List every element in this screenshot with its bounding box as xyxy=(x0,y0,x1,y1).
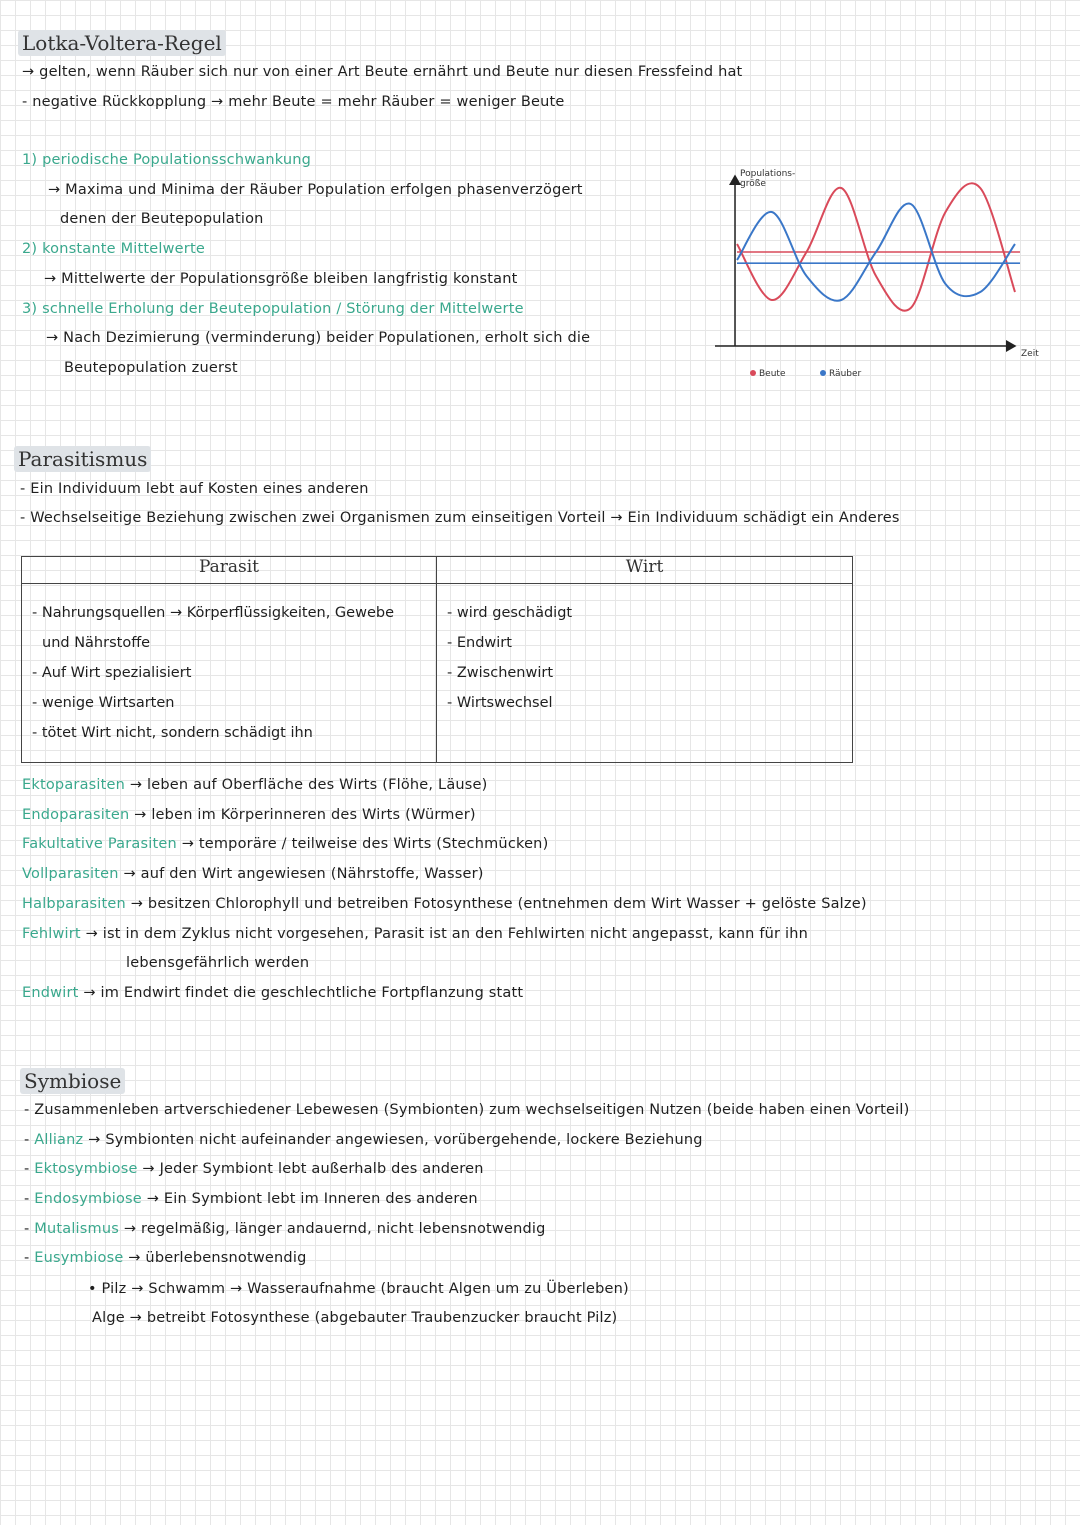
rule-2-title: 2) konstante Mittelwerte xyxy=(22,241,205,257)
symbiose-item: - Mutalismus → regelmäßig, länger andauernd, nicht lebensnotwendig xyxy=(24,1221,546,1237)
parasitismus-heading: Parasitismus xyxy=(14,446,151,472)
legend-beute-dot xyxy=(750,370,756,376)
lotka-volterra-chart xyxy=(715,160,1050,390)
definition-row: Fehlwirt → ist in dem Zyklus nicht vorgesehen, Parasit ist an den Fehlwirten nicht angepasst, kann für ihn xyxy=(22,926,809,942)
wirt-item: - wird geschädigt xyxy=(447,605,573,621)
y-axis-label: Populations- größe xyxy=(740,169,796,189)
definition-row: Halbparasiten → besitzen Chlorophyll und betreiben Fotosynthese (entnehmen dem Wirt Wasser + gelöste Salze) xyxy=(22,896,867,912)
rule-2-text: → Mittelwerte der Populationsgröße bleiben langfristig konstant xyxy=(44,271,518,287)
parasit-column xyxy=(22,584,437,763)
definition-row: lebensgefährlich werden xyxy=(126,955,310,971)
definition-row: Endoparasiten → leben im Körperinneren des Wirts (Würmer) xyxy=(22,807,476,823)
wirt-column xyxy=(437,584,853,763)
legend-raeuber-dot xyxy=(820,370,826,376)
symbiose-example-a: • Pilz → Schwamm → Wasseraufnahme (braucht Algen um zu Überleben) xyxy=(88,1281,629,1297)
parasit-item: - tötet Wirt nicht, sondern schädigt ihn xyxy=(32,725,313,741)
parasit-item: und Nährstoffe xyxy=(42,635,151,651)
definition-row: Ektoparasiten → leben auf Oberfläche des Wirts (Flöhe, Läuse) xyxy=(22,777,488,793)
definition-row: Vollparasiten → auf den Wirt angewiesen (Nährstoffe, Wasser) xyxy=(22,866,484,882)
rule-3-title: 3) schnelle Erholung der Beutepopulation / Störung der Mittelwerte xyxy=(22,301,524,317)
rule-1-text-a: → Maxima und Minima der Räuber Population erfolgen phasenverzögert xyxy=(48,182,583,198)
rule-1-title: 1) periodische Populationsschwankung xyxy=(22,152,312,168)
symbiose-item: - Endosymbiose → Ein Symbiont lebt im Inneren des anderen xyxy=(24,1191,478,1207)
rule-3-text-b: Beutepopulation zuerst xyxy=(64,360,238,376)
parasitismus-line-1: - Ein Individuum lebt auf Kosten eines anderen xyxy=(20,481,369,497)
lotka-line-1: → gelten, wenn Räuber sich nur von einer Art Beute ernährt und Beute nur diesen Fressfeind hat xyxy=(22,64,743,80)
table-header-wirt: Wirt xyxy=(437,557,853,584)
parasitismus-line-2: - Wechselseitige Beziehung zwischen zwei Organismen zum einseitigen Vorteil → Ein Individuum schädigt ein Anderes xyxy=(20,510,900,526)
x-axis-label: Zeit xyxy=(1021,349,1039,359)
symbiose-heading: Symbiose xyxy=(20,1068,125,1094)
wirt-item: - Endwirt xyxy=(447,635,512,651)
symbiose-item: - Allianz → Symbionten nicht aufeinander angewiesen, vorübergehende, lockere Beziehung xyxy=(24,1132,703,1148)
symbiose-example-b: Alge → betreibt Fotosynthese (abgebauter Traubenzucker braucht Pilz) xyxy=(92,1310,618,1326)
symbiose-line-1: - Zusammenleben artverschiedener Lebewesen (Symbionten) zum wechselseitigen Nutzen (beide haben einen Vorteil) xyxy=(24,1102,910,1118)
parasit-wirt-table xyxy=(21,556,853,763)
legend-raeuber-label: Räuber xyxy=(829,369,862,379)
lotka-heading: Lotka-Voltera-Regel xyxy=(18,30,226,56)
wirt-item: - Wirtswechsel xyxy=(447,695,553,711)
definition-row: Endwirt → im Endwirt findet die geschlechtliche Fortpflanzung statt xyxy=(22,985,524,1001)
rule-1-text-b: denen der Beutepopulation xyxy=(60,211,264,227)
parasit-item: - Auf Wirt spezialisiert xyxy=(32,665,192,681)
parasit-item: - Nahrungsquellen → Körperflüssigkeiten, Gewebe xyxy=(32,605,394,621)
definition-row: Fakultative Parasiten → temporäre / teilweise des Wirts (Stechmücken) xyxy=(22,836,549,852)
parasit-item: - wenige Wirtsarten xyxy=(32,695,175,711)
table-header-parasit: Parasit xyxy=(22,557,437,584)
series-line-beute xyxy=(737,183,1015,310)
wirt-item: - Zwischenwirt xyxy=(447,665,554,681)
legend-beute-label: Beute xyxy=(759,369,786,379)
lotka-line-2: - negative Rückkopplung → mehr Beute = mehr Räuber = weniger Beute xyxy=(22,94,565,110)
rule-3-text-a: → Nach Dezimierung (verminderung) beider Populationen, erholt sich die xyxy=(46,330,591,346)
symbiose-item: - Ektosymbiose → Jeder Symbiont lebt außerhalb des anderen xyxy=(24,1161,484,1177)
symbiose-item: - Eusymbiose → überlebensnotwendig xyxy=(24,1250,307,1266)
